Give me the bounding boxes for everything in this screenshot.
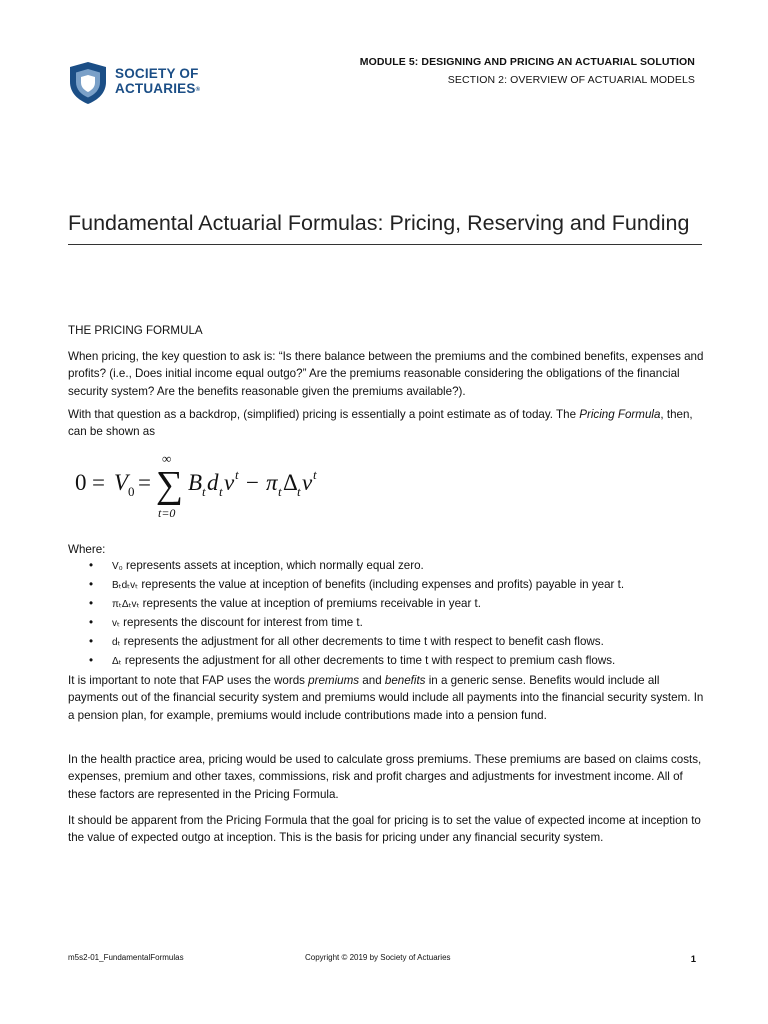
formula-t4: t	[297, 484, 301, 499]
list-item: • πₜΔₜvₜ represents the value at inception of premiums receivable in year t.	[68, 595, 708, 614]
formula-pi: π	[266, 470, 278, 495]
section-title: THE PRICING FORMULA	[68, 324, 203, 337]
formula-t3: t	[278, 484, 282, 499]
list-item: • vₜ represents the discount for interest from time t.	[68, 614, 708, 633]
formula-eq1: =	[92, 470, 105, 495]
formula-sup1: t	[235, 467, 239, 482]
list-item: • Bₜdₜvₜ represents the value at inception of benefits (including expenses and profits) payable in year t.	[68, 576, 708, 595]
formula-v-discount-2: v	[302, 470, 313, 495]
formula-minus: −	[246, 470, 259, 495]
paragraph-backdrop: With that question as a backdrop, (simplified) pricing is essentially a point estimate as of today. The Pricing Formula, then, can be shown as	[68, 408, 693, 439]
definitions-list	[68, 557, 708, 670]
paragraph-key-question: When pricing, the key question to ask is: “Is there balance between the premiums and the combined benefits, expenses and profits? (i.e., Does initial income equal outgo?” Are the premiums reasonable considering the obligations of the financial security system? Are the benefits reasonable given the premiums available?).	[68, 350, 704, 398]
formula-sup2: t	[313, 467, 317, 482]
sum-upper-limit: ∞	[162, 452, 172, 466]
formula-b: B	[188, 470, 203, 495]
pricing-formula	[70, 452, 370, 524]
registered-mark: ®	[195, 87, 201, 93]
logo-wordmark	[115, 66, 200, 96]
logo-line-1: SOCIETY OF	[115, 66, 199, 81]
paragraph-generic-terms: It is important to note that FAP uses the words premiums and benefits in a generic sense. Benefits would include all payments out of the financial security system and premiums would include all payments into the financial security system. In a pension plan, for example, premiums would include contributions made into a pension fund.	[68, 674, 704, 722]
formula-delta: Δ	[283, 470, 298, 495]
formula-v-discount: v	[224, 470, 235, 495]
formula-v-sub: 0	[128, 484, 135, 499]
paragraph-health-practice: In the health practice area, pricing would be used to calculate gross premiums. These premiums are based on claims costs, expenses, premium and other taxes, commissions, risk and profit charges and adjustments for investment income. All of these factors are represented in the Pricing Formula.	[68, 753, 702, 801]
where-label: Where:	[68, 543, 106, 556]
formula-v: V	[114, 470, 129, 495]
pricing-formula-term: Pricing Formula	[579, 408, 661, 421]
list-item: • V₀ represents assets at inception, which normally equal zero.	[68, 557, 708, 576]
formula-eq2: =	[138, 470, 151, 495]
document-title: Fundamental Actuarial Formulas: Pricing, Reserving and Funding	[68, 208, 702, 245]
list-item: • dₜ represents the adjustment for all other decrements to time t with respect to benefit cash flows.	[68, 633, 708, 652]
formula-d: d	[207, 470, 219, 495]
sum-lower-limit: t=0	[158, 506, 176, 520]
sum-symbol: ∑	[156, 464, 184, 506]
list-item: • Δₜ represents the adjustment for all other decrements to time t with respect to premium cash flows.	[68, 652, 708, 671]
logo-line-2: ACTUARIES	[115, 81, 196, 96]
section-heading: SECTION 2: OVERVIEW OF ACTUARIAL MODELS	[447, 74, 695, 86]
footer-filename: m5s2-01_FundamentalFormulas	[68, 953, 184, 962]
module-heading: MODULE 5: DESIGNING AND PRICING AN ACTUARIAL SOLUTION	[359, 56, 695, 68]
formula-t1: t	[202, 484, 206, 499]
page-number: 1	[690, 954, 696, 965]
footer-copyright: Copyright © 2019 by Society of Actuaries	[305, 953, 451, 962]
shield-icon	[66, 60, 110, 106]
formula-lhs: 0	[75, 470, 87, 495]
paragraph-pricing-goal: It should be apparent from the Pricing Formula that the goal for pricing is to set the value of expected income at inception to the value of expected outgo at inception. This is the basis for pricing under any financial security system.	[68, 814, 701, 845]
soa-logo	[66, 60, 216, 106]
formula-t2: t	[219, 484, 223, 499]
